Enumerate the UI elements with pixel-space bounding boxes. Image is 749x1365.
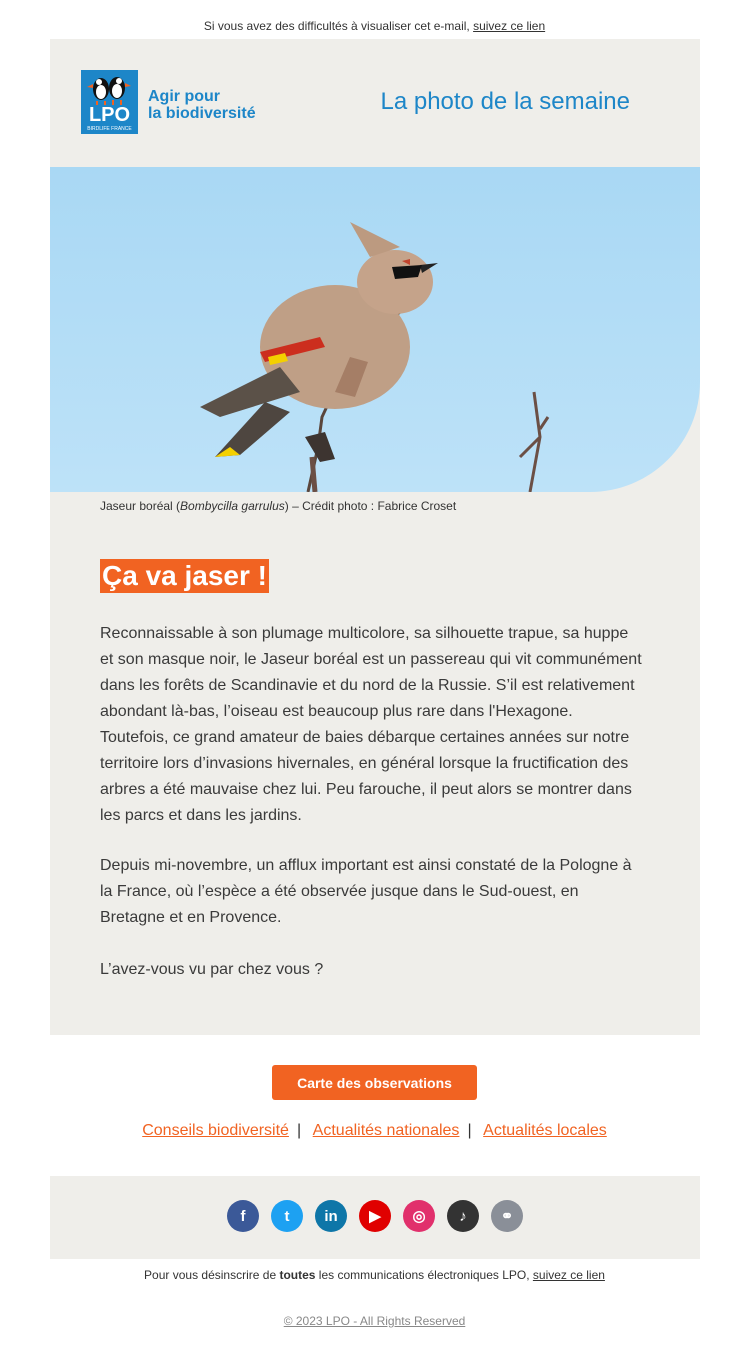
article-paragraph-3: L’avez-vous vu par chez vous ? — [100, 961, 324, 978]
link-biodiversity-tips[interactable]: Conseils biodiversité — [142, 1122, 289, 1139]
email-header — [50, 39, 700, 167]
caption-suffix: ) – Crédit photo : Fabrice Croset — [284, 499, 457, 513]
logo-tagline-line1: Agir pour — [148, 88, 220, 105]
youtube-icon[interactable]: ▶ — [359, 1200, 391, 1232]
newsletter-title: La photo de la semaine — [380, 88, 630, 115]
waxwing-bird-illustration — [50, 167, 700, 492]
unsubscribe-line — [0, 1268, 749, 1282]
facebook-icon[interactable]: f — [227, 1200, 259, 1232]
unsubscribe-link[interactable]: suivez ce lien — [532, 1268, 605, 1282]
logo-tagline-line2: la biodiversité — [148, 105, 256, 122]
photo-caption — [100, 499, 456, 513]
instagram-icon[interactable]: ◎ — [403, 1200, 435, 1232]
preheader-text: Si vous avez des difficultés à visualiser cet e-mail, — [203, 19, 474, 33]
article-panel — [50, 492, 700, 1035]
link-bar — [0, 1122, 749, 1140]
article-paragraph-2: Depuis mi-novembre, un afflux important est ainsi constaté de la Pologne à la France, où l’espèce a été observée jusque dans le Sud-ouest, en Bretagne et en Provence. — [100, 857, 632, 926]
view-online-link[interactable]: suivez ce lien — [473, 19, 546, 33]
caption-prefix: Jaseur boréal ( — [100, 499, 181, 513]
link-icon[interactable]: ⚭ — [491, 1200, 523, 1232]
unsub-middle: les communications électroniques LPO, — [315, 1268, 533, 1282]
unsub-prefix: Pour vous désinscrire de — [144, 1268, 280, 1282]
observation-map-button[interactable]: Carte des observations — [272, 1065, 477, 1100]
social-icons — [227, 1200, 523, 1232]
logo-subtitle: BIRDLIFE FRANCE — [87, 126, 132, 132]
unsub-bold: toutes — [279, 1268, 316, 1282]
twitter-icon[interactable]: t — [271, 1200, 303, 1232]
caption-species: Bombycilla garrulus — [180, 499, 285, 513]
copyright[interactable]: © 2023 LPO - All Rights Reserved — [283, 1314, 466, 1328]
link-national-news[interactable]: Actualités nationales — [312, 1122, 460, 1139]
logo-tagline — [148, 88, 256, 122]
social-bar — [50, 1176, 700, 1259]
tiktok-icon[interactable]: ♪ — [447, 1200, 479, 1232]
link-local-news[interactable]: Actualités locales — [483, 1122, 607, 1139]
article-paragraph-1: Reconnaissable à son plumage multicolore, sa silhouette trapue, sa huppe et son masque noir, le Jaseur boréal est un passereau qui vit communément dans les forêts de Scandinavie et du nord de la Russie. S’il est relativement abondant là-bas, l’oiseau est beaucoup plus rare dans l'Hexagone. Toutefois, ce grand amateur de baies débarque certaines années sur notre territoire lors d’invasions hivernales, en général lorsque la fructification des arbres a été mauvaise chez lui. Peu farouche, il peut alors se montrer dans les parcs et dans les jardins. — [100, 625, 642, 824]
link-separator: | — [467, 1122, 472, 1139]
article-heading: Ça va jaser ! — [102, 560, 267, 591]
linkedin-icon[interactable]: in — [315, 1200, 347, 1232]
logo-letters: LPO — [88, 104, 131, 126]
link-separator: | — [296, 1122, 302, 1139]
hero-photo — [50, 167, 700, 492]
preheader — [0, 0, 749, 39]
lpo-logo[interactable] — [81, 70, 138, 134]
